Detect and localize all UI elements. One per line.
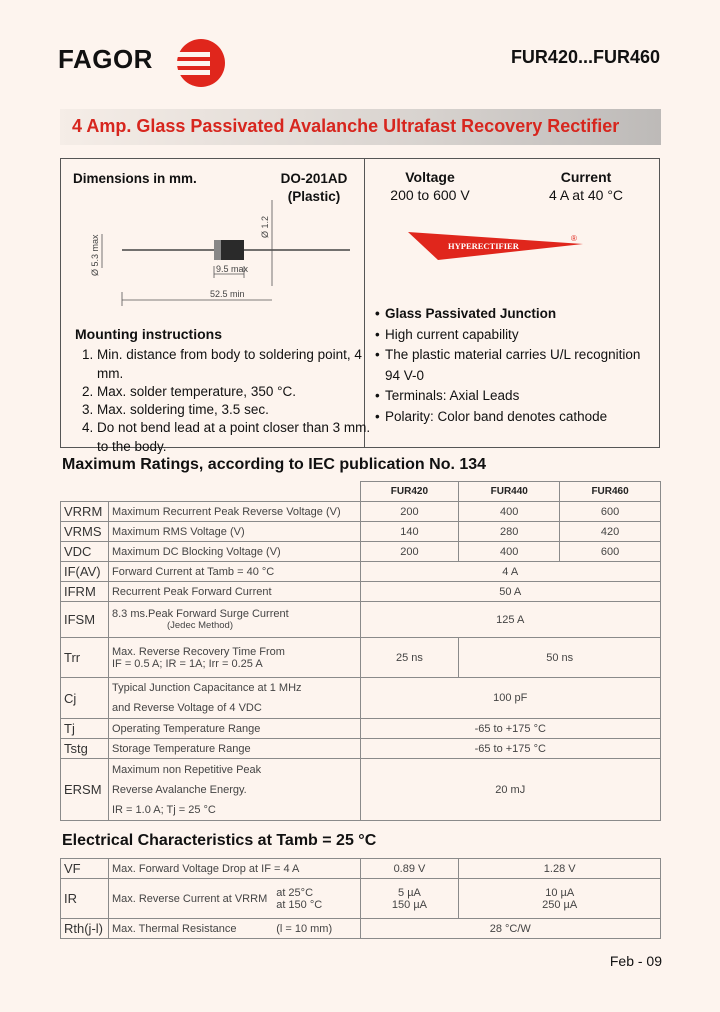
table-row: IF(AV) Forward Current at Tamb = 40 °C 4 A [61,562,661,582]
svg-text:HYPERECTIFIER: HYPERECTIFIER [448,241,519,251]
table-row: Cj Typical Junction Capacitance at 1 MHz and Reverse Voltage of 4 VDC 100 pF [61,678,661,719]
col-fur440: FUR440 [459,482,560,502]
table-row: VRRM Maximum Recurrent Peak Reverse Voltage (V) 200 400 600 [61,502,661,522]
brand-logo-text: FAGOR [58,44,153,74]
table-row: IFRM Recurrent Peak Forward Current 50 A [61,582,661,602]
feature-item: • High current capability [375,325,655,346]
mounting-list [75,346,372,456]
mounting-item: 2. Max. solder temperature, 350 °C. [97,382,372,401]
col-fur460: FUR460 [560,482,661,502]
feature-item: • Terminals: Axial Leads [375,386,655,407]
package-name: DO-201AD [280,171,348,186]
dim-body-diameter: Ø 5.3 max [90,234,100,276]
mounting-item: 3. Max. soldering time, 3.5 sec. [97,400,372,419]
elec-char-table [60,858,661,939]
feature-item: • Glass Passivated Junction [375,304,655,325]
mounting-item: 4. Do not bend lead at a point closer than 3 mm. to the body. [97,418,372,456]
package-type: (Plastic) [287,189,341,204]
dim-total-length: 52.5 min [210,289,245,299]
table-row: ERSM Maximum non Repetitive Peak Reverse Avalanche Energy. IR = 1.0 A; Tj = 25 °C 20 mJ [61,759,661,821]
table-row: IFSM 8.3 ms.Peak Forward Surge Current (Jedec Method) 125 A [61,602,661,638]
table-row: Trr Max. Reverse Recovery Time From IF = 0.5 A; IR = 1A; Irr = 0.25 A 25 ns 50 ns [61,638,661,678]
voltage-label: Voltage [405,169,455,185]
table-row: IR Max. Reverse Current at VRRM at 25°C at 150 °C 5 µA 150 µA 10 µA 250 µA [61,879,661,919]
mounting-title: Mounting instructions [75,326,222,342]
table-row: Tj Operating Temperature Range -65 to +175 °C [61,719,661,739]
current-value: 4 A at 40 °C [548,187,624,203]
footer-date: Feb - 09 [609,953,662,969]
table-row: VDC Maximum DC Blocking Voltage (V) 200 400 600 [61,542,661,562]
dim-lead-diameter: Ø 1.2 [260,215,270,238]
mounting-item: 1. Min. distance from body to soldering point, 4 mm. [97,345,372,383]
part-number-range: FUR420...FUR460 [510,47,660,67]
col-fur420: FUR420 [360,482,459,502]
feature-item: • Polarity: Color band denotes cathode [375,407,655,428]
features-list [375,304,655,427]
max-ratings-title: Maximum Ratings, according to IEC publication No. 134 [62,456,487,473]
current-label: Current [560,169,612,185]
max-ratings-table [60,481,661,821]
voltage-value: 200 to 600 V [390,187,470,203]
table-row: Tstg Storage Temperature Range -65 to +175 °C [61,739,661,759]
table-row: VF Max. Forward Voltage Drop at IF = 4 A 0.89 V 1.28 V [61,859,661,879]
hyperectifier-logo-icon [408,226,588,266]
feature-item: • The plastic material carries U/L recognition 94 V-0 [375,345,655,386]
fagor-logo-icon [174,38,228,88]
dimensions-label: Dimensions in mm. [73,171,197,186]
table-row: VRMS Maximum RMS Voltage (V) 140 280 420 [61,522,661,542]
table-header-row [61,482,661,502]
dim-body-length: 9.5 max [216,264,249,274]
page-title: 4 Amp. Glass Passivated Avalanche Ultrafast Recovery Rectifier [72,116,620,136]
elec-char-title: Electrical Characteristics at Tamb = 25 °C [62,832,377,849]
diode-dimension-drawing [72,196,352,316]
table-row: Rth(j-l) Max. Thermal Resistance (l = 10 mm) 28 °C/W [61,919,661,939]
svg-text:®: ® [571,234,577,243]
